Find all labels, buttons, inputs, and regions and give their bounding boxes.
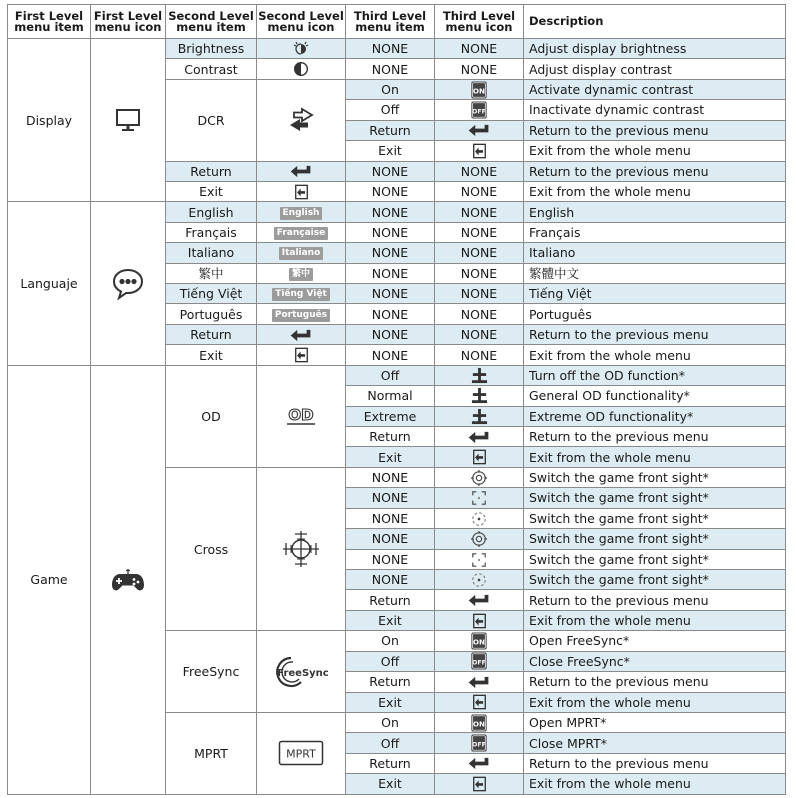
description: Switch the game front sight* <box>524 508 786 528</box>
third-item: Extreme <box>346 406 435 426</box>
description: Exit from the whole menu <box>524 610 786 630</box>
third-item: NONE <box>346 549 435 569</box>
third-icon: NONE <box>435 284 524 304</box>
third-icon: NONE <box>435 243 524 263</box>
svg-text:OD: OD <box>288 406 314 425</box>
monitor-icon <box>115 107 141 133</box>
third-item: NONE <box>346 324 435 344</box>
col-second-item: Second Level menu item <box>166 5 257 39</box>
col-first-item: First Level menu item <box>8 5 91 39</box>
col-first-icon: First Level menu icon <box>91 5 166 39</box>
second-icon-cell <box>257 39 346 59</box>
second-item: Return <box>166 324 257 344</box>
exit-icon <box>294 184 309 200</box>
header-row <box>8 5 786 39</box>
exit-icon <box>294 347 309 363</box>
third-icon <box>435 549 524 569</box>
third-item: NONE <box>346 59 435 79</box>
third-item: NONE <box>346 222 435 242</box>
third-item: Exit <box>346 610 435 630</box>
third-icon <box>435 79 524 99</box>
on-icon <box>470 714 488 732</box>
second-icon-cell <box>257 202 346 222</box>
third-item: NONE <box>346 202 435 222</box>
third-icon: NONE <box>435 39 524 59</box>
description: Return to the previous menu <box>524 590 786 610</box>
exit-icon <box>472 613 487 629</box>
description: Exit from the whole menu <box>524 345 786 365</box>
return-icon <box>467 430 491 445</box>
third-icon <box>435 141 524 161</box>
third-icon <box>435 590 524 610</box>
second-item: Tiếng Việt <box>166 284 257 304</box>
return-icon <box>288 328 314 343</box>
gamepad-icon <box>111 567 145 593</box>
table-row <box>8 202 786 222</box>
sight-bracket-icon <box>471 552 487 568</box>
third-item: NONE <box>346 39 435 59</box>
second-icon-cell <box>257 263 346 283</box>
second-item: DCR <box>166 79 257 161</box>
second-item: English <box>166 202 257 222</box>
second-item: OD <box>166 365 257 467</box>
third-item: Exit <box>346 141 435 161</box>
off-icon <box>470 101 488 119</box>
exit-icon <box>472 449 487 465</box>
third-item: Off <box>346 733 435 753</box>
language-badge: Française <box>274 227 328 240</box>
third-icon: NONE <box>435 202 524 222</box>
third-icon <box>435 365 524 385</box>
third-item: NONE <box>346 284 435 304</box>
return-icon <box>467 593 491 608</box>
third-item: Off <box>346 365 435 385</box>
exit-icon <box>472 694 487 710</box>
second-icon-cell <box>257 284 346 304</box>
col-third-icon: Third Level menu icon <box>435 5 524 39</box>
second-icon-cell <box>257 79 346 161</box>
third-icon: NONE <box>435 324 524 344</box>
description: Turn off the OD function* <box>524 365 786 385</box>
third-icon <box>435 508 524 528</box>
third-icon: NONE <box>435 161 524 181</box>
third-item: Return <box>346 753 435 773</box>
od-icon <box>284 404 318 428</box>
description: Exit from the whole menu <box>524 692 786 712</box>
third-item: Off <box>346 651 435 671</box>
description: Inactivate dynamic contrast <box>524 100 786 120</box>
third-item: NONE <box>346 263 435 283</box>
description: Return to the previous menu <box>524 161 786 181</box>
language-badge: Português <box>272 309 330 322</box>
return-icon <box>467 756 491 771</box>
third-icon <box>435 753 524 773</box>
description: Return to the previous menu <box>524 672 786 692</box>
third-icon: NONE <box>435 345 524 365</box>
crosshair-icon <box>281 529 321 569</box>
first-icon-display <box>91 39 166 202</box>
third-item: On <box>346 631 435 651</box>
description: Return to the previous menu <box>524 324 786 344</box>
third-item: Normal <box>346 386 435 406</box>
second-item: FreeSync <box>166 631 257 713</box>
third-item: NONE <box>346 304 435 324</box>
second-item: Cross <box>166 467 257 630</box>
description: Exit from the whole menu <box>524 774 786 794</box>
third-icon <box>435 488 524 508</box>
third-icon <box>435 651 524 671</box>
third-icon <box>435 610 524 630</box>
description: Activate dynamic contrast <box>524 79 786 99</box>
dcr-arrows-icon <box>286 107 316 133</box>
off-icon <box>470 652 488 670</box>
freesync-icon <box>274 655 328 689</box>
description: Return to the previous menu <box>524 427 786 447</box>
col-third-item: Third Level menu item <box>346 5 435 39</box>
exit-icon <box>472 143 487 159</box>
description: English <box>524 202 786 222</box>
third-icon: NONE <box>435 263 524 283</box>
description: General OD functionality* <box>524 386 786 406</box>
second-item: Exit <box>166 181 257 201</box>
return-icon <box>467 675 491 690</box>
second-icon-cell <box>257 161 346 181</box>
description: Exit from the whole menu <box>524 181 786 201</box>
speech-bubble-icon <box>112 267 144 301</box>
col-description: Description <box>524 5 786 39</box>
description: Close FreeSync* <box>524 651 786 671</box>
sight-dot-icon <box>471 511 487 527</box>
second-item: Contrast <box>166 59 257 79</box>
third-icon <box>435 774 524 794</box>
sight-circle-icon <box>471 531 487 547</box>
description: Italiano <box>524 243 786 263</box>
mprt-icon <box>278 740 324 766</box>
third-item: NONE <box>346 508 435 528</box>
third-item: On <box>346 712 435 732</box>
third-item: NONE <box>346 488 435 508</box>
description: Exit from the whole menu <box>524 447 786 467</box>
third-icon <box>435 120 524 140</box>
sight-circle-icon <box>471 470 487 486</box>
description: Adjust display contrast <box>524 59 786 79</box>
third-icon <box>435 386 524 406</box>
language-badge: English <box>280 207 323 220</box>
second-item: MPRT <box>166 712 257 794</box>
second-item: Français <box>166 222 257 242</box>
exit-icon <box>472 776 487 792</box>
third-icon <box>435 427 524 447</box>
third-item: Off <box>346 100 435 120</box>
third-item: Exit <box>346 692 435 712</box>
third-item: NONE <box>346 467 435 487</box>
second-icon-cell <box>257 345 346 365</box>
third-item: NONE <box>346 569 435 589</box>
brightness-icon <box>293 41 309 57</box>
description: Close MPRT* <box>524 733 786 753</box>
second-icon-cell <box>257 467 346 630</box>
od-level-icon <box>471 387 488 404</box>
second-icon-cell <box>257 243 346 263</box>
third-icon <box>435 529 524 549</box>
table-row <box>8 365 786 385</box>
third-item: Return <box>346 120 435 140</box>
description: Open MPRT* <box>524 712 786 732</box>
description: Switch the game front sight* <box>524 549 786 569</box>
return-icon <box>288 164 314 179</box>
second-item: Português <box>166 304 257 324</box>
description: Switch the game front sight* <box>524 467 786 487</box>
second-icon-cell <box>257 365 346 467</box>
third-item: NONE <box>346 529 435 549</box>
second-item: Return <box>166 161 257 181</box>
second-item: 繁中 <box>166 263 257 283</box>
third-icon <box>435 447 524 467</box>
third-icon: NONE <box>435 222 524 242</box>
description: Tiếng Việt <box>524 284 786 304</box>
language-badge: Italiano <box>279 247 324 260</box>
first-icon-game <box>91 365 166 794</box>
first-level-display: Display <box>8 39 91 202</box>
description: Switch the game front sight* <box>524 529 786 549</box>
svg-text:FreeSync: FreeSync <box>277 667 328 679</box>
svg-text:MPRT: MPRT <box>286 747 316 761</box>
third-icon: NONE <box>435 181 524 201</box>
third-item: On <box>346 79 435 99</box>
second-icon-cell <box>257 324 346 344</box>
description: Extreme OD functionality* <box>524 406 786 426</box>
od-level-icon <box>471 367 488 384</box>
second-item: Brightness <box>166 39 257 59</box>
second-icon-cell <box>257 181 346 201</box>
first-icon-language <box>91 202 166 365</box>
third-icon <box>435 569 524 589</box>
second-icon-cell <box>257 631 346 713</box>
description: Switch the game front sight* <box>524 569 786 589</box>
on-icon <box>470 81 488 99</box>
off-icon <box>470 734 488 752</box>
third-icon <box>435 712 524 732</box>
third-item: Return <box>346 427 435 447</box>
third-item: NONE <box>346 345 435 365</box>
description: Exit from the whole menu <box>524 141 786 161</box>
osd-menu-table <box>7 4 786 795</box>
description: Open FreeSync* <box>524 631 786 651</box>
od-level-icon <box>471 408 488 425</box>
third-icon <box>435 406 524 426</box>
language-badge: Tiếng Việt <box>272 288 330 301</box>
return-icon <box>467 123 491 138</box>
third-item: NONE <box>346 161 435 181</box>
third-item: NONE <box>346 243 435 263</box>
second-item: Exit <box>166 345 257 365</box>
description: Return to the previous menu <box>524 120 786 140</box>
third-icon <box>435 467 524 487</box>
second-icon-cell <box>257 712 346 794</box>
third-icon <box>435 631 524 651</box>
description: Français <box>524 222 786 242</box>
description: Return to the previous menu <box>524 753 786 773</box>
third-item: Return <box>346 590 435 610</box>
second-icon-cell <box>257 304 346 324</box>
description: 繁體中文 <box>524 263 786 283</box>
second-icon-cell <box>257 222 346 242</box>
second-item: Italiano <box>166 243 257 263</box>
third-icon: NONE <box>435 304 524 324</box>
third-item: Exit <box>346 447 435 467</box>
second-icon-cell <box>257 59 346 79</box>
first-level-game: Game <box>8 365 91 794</box>
first-level-language: Languaje <box>8 202 91 365</box>
third-icon <box>435 733 524 753</box>
contrast-icon <box>293 61 309 77</box>
table-row <box>8 39 786 59</box>
sight-dot-icon <box>471 572 487 588</box>
third-icon <box>435 692 524 712</box>
description: Português <box>524 304 786 324</box>
description: Switch the game front sight* <box>524 488 786 508</box>
third-item: Exit <box>346 774 435 794</box>
third-item: Return <box>346 672 435 692</box>
third-item: NONE <box>346 181 435 201</box>
language-badge: 繁中 <box>289 268 313 281</box>
description: Adjust display brightness <box>524 39 786 59</box>
col-second-icon: Second Level menu icon <box>257 5 346 39</box>
sight-bracket-icon <box>471 490 487 506</box>
third-icon <box>435 100 524 120</box>
third-icon <box>435 672 524 692</box>
on-icon <box>470 632 488 650</box>
third-icon: NONE <box>435 59 524 79</box>
